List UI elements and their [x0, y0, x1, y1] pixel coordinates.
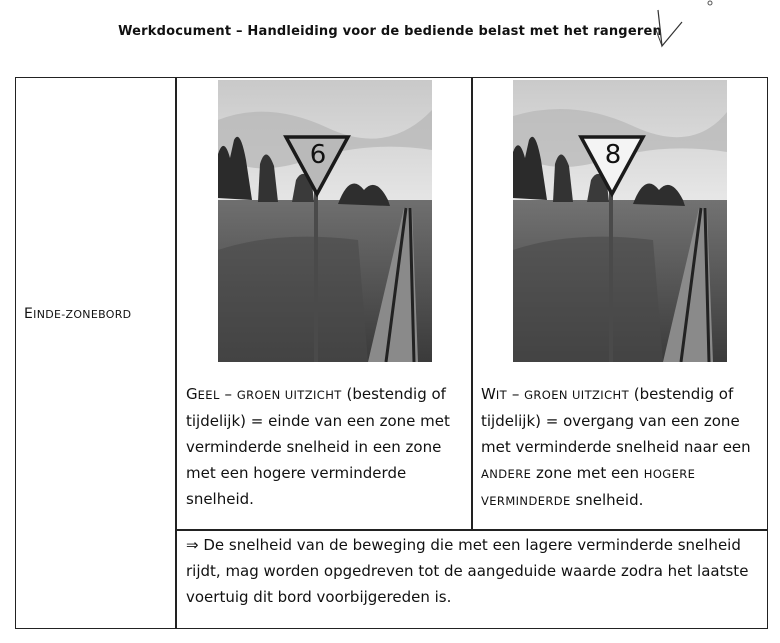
- document-title: Werkdocument – Handleiding voor de bediende belast met het rangeren: [118, 24, 662, 39]
- pen-mark-icon: [648, 0, 718, 52]
- implies-arrow-icon: ⇒: [186, 536, 199, 554]
- speed-note: ⇒ De snelheid van de beweging die met een lagere verminderde snelheid rijdt, mag worden opgedreven tot de aangeduide waarde zodra het laatste voertuig dit bord voorbijgereden is.: [186, 536, 749, 606]
- sign-photo-yellow: [218, 80, 432, 362]
- sign-number-8: 8: [604, 140, 622, 170]
- row-label-einde-zonebord: EINDE-ZONEBORD: [24, 306, 132, 322]
- column-divider-2: [471, 77, 473, 530]
- sign-number-6: 6: [309, 140, 327, 170]
- column-divider-1: [175, 77, 177, 629]
- sign-description-yellow: GEEL – GROEN UITZICHT (bestendig of tijdelijk) = einde van een zone met verminderde snelheid in een zone met een hogere verminderde snelheid.: [186, 385, 450, 508]
- row-divider: [175, 529, 768, 531]
- sign-description-white: WIT – GROEN UITZICHT (bestendig of tijdelijk) = overgang van een zone met verminderde snelheid naar een ANDERE zone met een HOGERE VERMINDERDE snelheid.: [481, 385, 751, 509]
- sign-photo-white: [513, 80, 727, 362]
